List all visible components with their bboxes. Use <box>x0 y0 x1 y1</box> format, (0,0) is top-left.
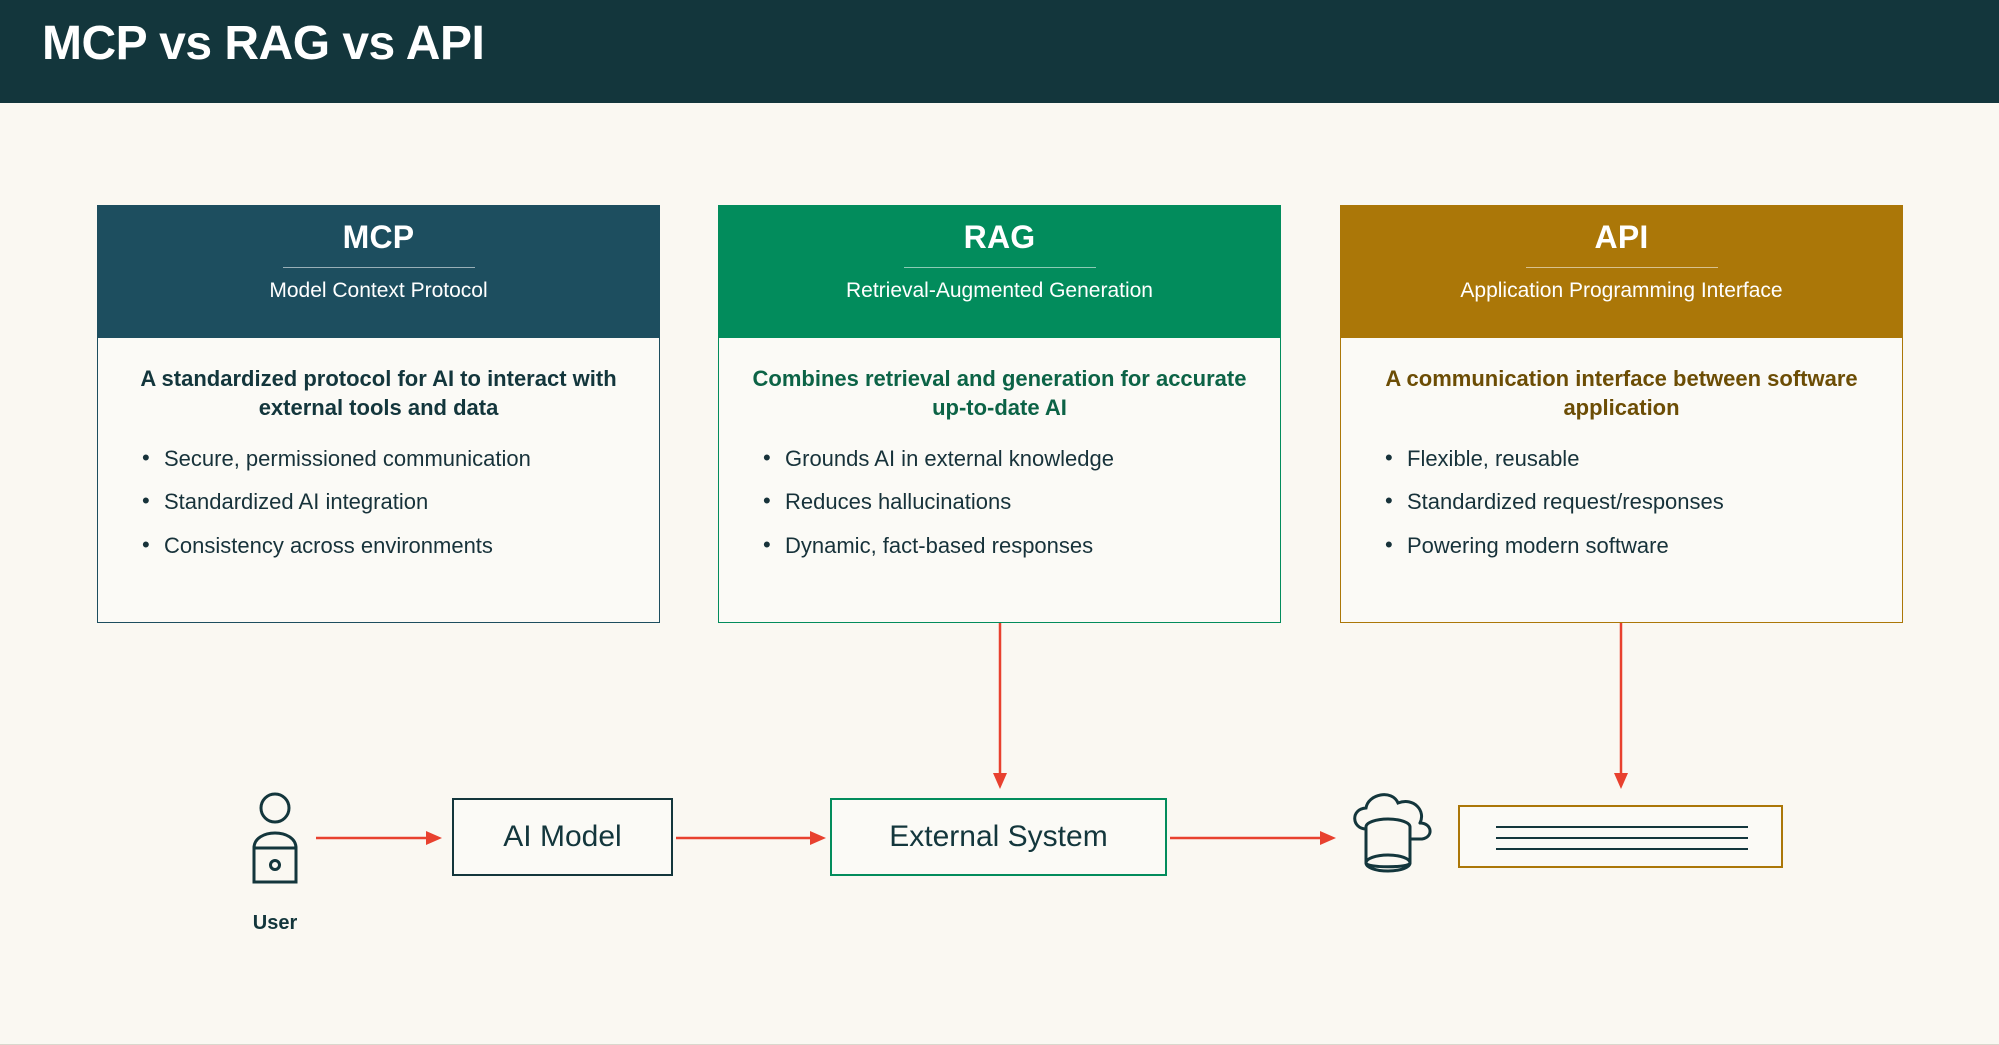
card-rag-subtitle: Retrieval-Augmented Generation <box>845 279 1153 302</box>
list-item: • Grounds AI in external knowledge <box>759 446 1254 472</box>
card-mcp <box>97 205 660 623</box>
card-rag-divider <box>904 267 1096 268</box>
card-rag <box>718 205 1281 623</box>
card-mcp-lead: A standardized protocol for AI to interact with external tools and data <box>140 366 617 421</box>
arrow-rag-to-external-system <box>990 623 1010 791</box>
arrow-user-to-ai-model <box>316 828 444 848</box>
card-mcp-bullets <box>124 446 633 559</box>
list-item: • Standardized AI integration <box>138 489 633 515</box>
card-api-lead: A communication interface between software application <box>1385 366 1858 421</box>
api-line-3 <box>1496 848 1748 850</box>
list-item: • Secure, permissioned communication <box>138 446 633 472</box>
card-api <box>1340 205 1903 623</box>
list-item: • Reduces hallucinations <box>759 489 1254 515</box>
ai-model-label: AI Model <box>503 820 622 853</box>
arrow-external-system-to-datastore <box>1170 828 1338 848</box>
card-mcp-divider <box>283 267 475 268</box>
external-system-label: External System <box>889 820 1108 853</box>
list-item: • Powering modern software <box>1381 533 1876 559</box>
card-api-divider <box>1526 267 1718 268</box>
external-system-box <box>830 798 1167 876</box>
card-api-body <box>1340 338 1903 623</box>
card-api-header <box>1340 205 1903 338</box>
cloud-database-icon <box>1340 785 1450 885</box>
card-api-title: API <box>1594 219 1649 255</box>
user-icon <box>243 790 307 888</box>
api-line-2 <box>1496 837 1748 839</box>
card-rag-bullets <box>745 446 1254 559</box>
card-mcp-body <box>97 338 660 623</box>
ai-model-box <box>452 798 673 876</box>
arrow-api-to-api-box <box>1611 623 1631 791</box>
card-mcp-subtitle: Model Context Protocol <box>269 279 488 302</box>
list-item: • Dynamic, fact-based responses <box>759 533 1254 559</box>
user-label: User <box>252 912 298 934</box>
slide-header <box>0 0 1999 103</box>
card-rag-lead: Combines retrieval and generation for accurate up-to-date AI <box>752 366 1247 421</box>
card-mcp-header <box>97 205 660 338</box>
card-rag-header <box>718 205 1281 338</box>
card-rag-title: RAG <box>963 219 1036 255</box>
list-item: • Flexible, reusable <box>1381 446 1876 472</box>
api-line-1 <box>1496 826 1748 828</box>
card-api-bullets <box>1367 446 1876 559</box>
card-api-subtitle: Application Programming Interface <box>1460 279 1783 302</box>
api-document-box <box>1458 805 1783 868</box>
card-mcp-title: MCP <box>342 219 415 255</box>
list-item: • Standardized request/responses <box>1381 489 1876 515</box>
card-rag-body <box>718 338 1281 623</box>
page-title: MCP vs RAG vs API <box>42 17 485 70</box>
list-item: • Consistency across environments <box>138 533 633 559</box>
arrow-ai-model-to-external-system <box>676 828 828 848</box>
